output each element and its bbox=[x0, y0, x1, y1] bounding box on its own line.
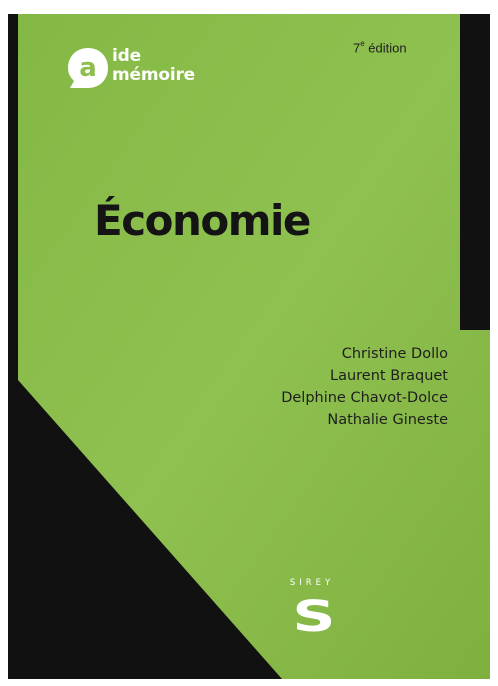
edition-label bbox=[353, 40, 407, 55]
publisher-logo bbox=[282, 578, 348, 644]
author-name: Laurent Braquet bbox=[330, 368, 448, 384]
series-name-line1: ide bbox=[112, 46, 141, 66]
author-name: Christine Dollo bbox=[341, 346, 448, 362]
edition-suffix: e bbox=[360, 39, 365, 48]
logo-letter: a bbox=[79, 53, 97, 83]
publisher-s-icon bbox=[284, 590, 344, 634]
series-name-line2: mémoire bbox=[112, 65, 195, 85]
edition-text: édition bbox=[364, 40, 407, 56]
author-name: Delphine Chavot-Dolce bbox=[281, 390, 448, 406]
book-title: Économie bbox=[94, 196, 310, 245]
edition-number: 7 bbox=[353, 40, 361, 56]
series-logo bbox=[66, 44, 216, 100]
publisher-mark-letter: S bbox=[292, 592, 336, 634]
author-name: Nathalie Gineste bbox=[327, 412, 448, 428]
publisher-name: SIREY bbox=[289, 578, 335, 588]
author-list bbox=[281, 343, 448, 431]
speech-bubble-icon bbox=[66, 46, 110, 90]
